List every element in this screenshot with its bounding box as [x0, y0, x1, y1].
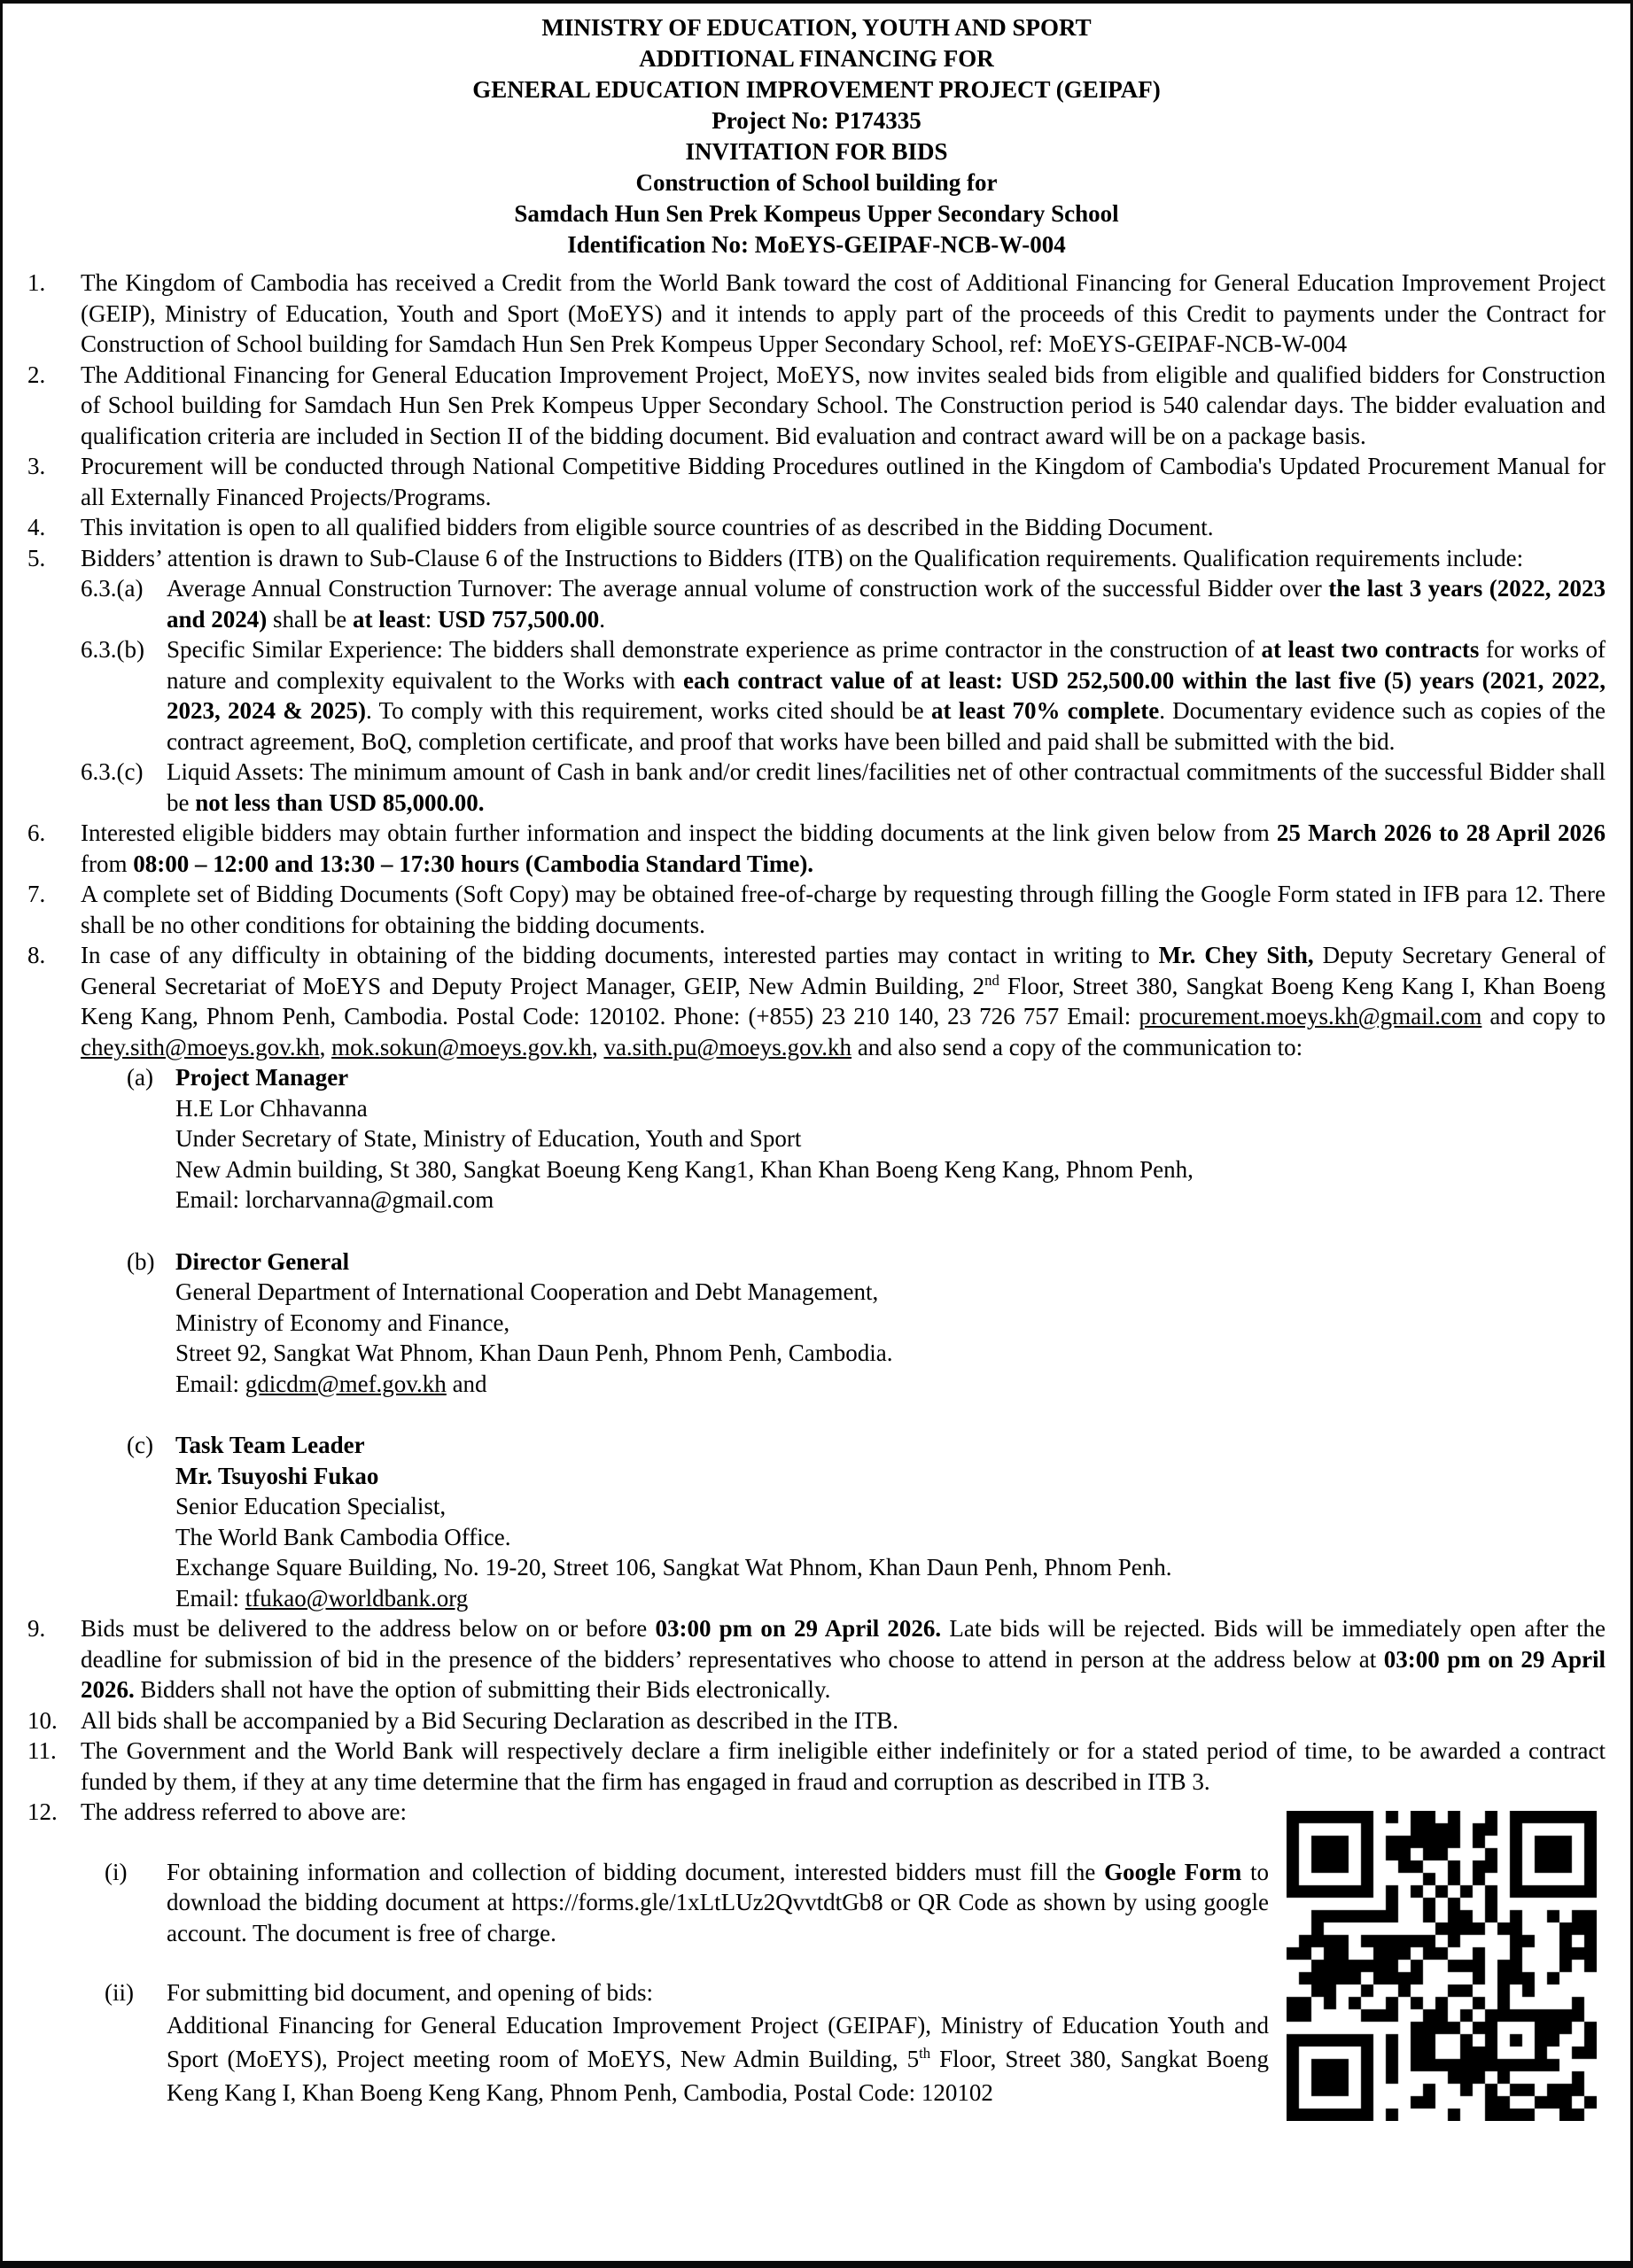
- contact-title: Director General: [175, 1247, 350, 1275]
- contact-task-team-leader: [127, 1430, 1606, 1461]
- address-intro: For submitting bid document, and opening of bids:: [167, 1979, 653, 2006]
- subitem-label: 6.3.(c): [81, 758, 144, 785]
- contact-line: Ministry of Economy and Finance,: [175, 1309, 510, 1336]
- email-link[interactable]: chey.sith@moeys.gov.kh: [81, 1033, 320, 1060]
- item-number: 5.: [27, 544, 46, 571]
- item-1: [27, 268, 1606, 360]
- item-text: This invitation is open to all qualified bidders from eligible source countries of as described in the Bidding Document.: [81, 514, 1214, 540]
- item-2: [27, 360, 1606, 452]
- subitem-text: Average Annual Construction Turnover: The average annual volume of construction work of the successful Bidder over the last 3 years (2022, 2023 and 2024) shall be at least: USD 757,500.00.: [167, 575, 1606, 633]
- identification-number: Identification No: MoEYS-GEIPAF-NCB-W-004: [567, 231, 1066, 258]
- financing-title: ADDITIONAL FINANCING FOR: [639, 45, 994, 72]
- item-number: 11.: [27, 1737, 57, 1764]
- email-link[interactable]: mok.sokun@moeys.gov.kh: [331, 1033, 592, 1060]
- subitem-6-3-b: [81, 634, 1606, 757]
- contact-line: Mr. Tsuyoshi Fukao: [175, 1462, 379, 1489]
- contact-label: (a): [127, 1064, 153, 1091]
- item-text: A complete set of Bidding Documents (Soft Copy) may be obtained free-of-charge by requesting through filling the Google Form stated in IFB para 12. There shall be no other conditions for obtaining the bidding documents.: [81, 881, 1606, 938]
- contact-director-general: [127, 1247, 1606, 1278]
- email-link[interactable]: va.sith.pu@moeys.gov.kh: [603, 1033, 852, 1060]
- contact-label: (c): [127, 1432, 153, 1458]
- contact-line: H.E Lor Chhavanna: [175, 1094, 368, 1122]
- doc-header: [27, 12, 1606, 260]
- item-text: The address referred to above are:: [81, 1798, 408, 1825]
- subitem-6-3-c: [81, 757, 1606, 818]
- project-title: GENERAL EDUCATION IMPROVEMENT PROJECT (GEIPAF): [472, 76, 1161, 103]
- contact-line: Street 92, Sangkat Wat Phnom, Khan Daun Penh, Phnom Penh, Cambodia.: [175, 1340, 893, 1366]
- contact-title: Task Team Leader: [175, 1432, 365, 1458]
- item-number: 1.: [27, 269, 46, 296]
- item-text: Bidders’ attention is drawn to Sub-Clause 6 of the Instructions to Bidders (ITB) on the Qualification requirements. Qualification requirements include:: [81, 544, 1524, 571]
- address-text: For obtaining information and collection of bidding document, interested bidders must fill the Google Form to download the bidding document at https://forms.gle/1xLtLUz2QvvtdtGb8 or QR Code as shown by using google account. The document is free of charge.: [167, 1858, 1269, 1946]
- item-number: 4.: [27, 514, 46, 540]
- subitem-text: Liquid Assets: The minimum amount of Cash in bank and/or credit lines/facilities net of other contractual commitments of the successful Bidder shall be not less than USD 85,000.00.: [167, 758, 1606, 816]
- item-7: [27, 879, 1606, 940]
- contact-project-manager: [127, 1062, 1606, 1093]
- address-ii-detail: Additional Financing for General Education Improvement Project (GEIPAF), Ministry of Education Youth and Sport (MoEYS), Project meeting room of MoEYS, New Admin Building, 5th Floor, Street 380, Sangkat Boeng Keng Kang I, Khan Boeng Keng Kang, Phnom Penh, Cambodia, Postal Code: 120102: [167, 2011, 1269, 2106]
- item-5: [27, 543, 1606, 574]
- item-number: 6.: [27, 819, 46, 846]
- qr-code-container: [1269, 1797, 1606, 2136]
- school-name: Samdach Hun Sen Prek Kompeus Upper Secondary School: [514, 200, 1119, 227]
- subitem-6-3-a: [81, 573, 1606, 634]
- item-11: [27, 1736, 1606, 1797]
- ministry-title: MINISTRY OF EDUCATION, YOUTH AND SPORT: [541, 14, 1092, 41]
- item-number: 10.: [27, 1706, 58, 1734]
- item-text: The Kingdom of Cambodia has received a Credit from the World Bank toward the cost of Additional Financing for General Education Improvement Project (GEIP), Ministry of Education, Youth and Sport (MoEYS) and it intends to apply part of the proceeds of this Credit to payments under the Contract for Construction of School building for Samdach Hun Sen Prek Kompeus Upper Secondary School, ref: MoEYS-GEIPAF-NCB-W-004: [81, 269, 1606, 357]
- item-number: 2.: [27, 361, 46, 388]
- contact-line: The World Bank Cambodia Office.: [175, 1523, 511, 1550]
- contact-label: (b): [127, 1247, 155, 1275]
- item-text: In case of any difficulty in obtaining of the bidding documents, interested parties may contact in writing to Mr. Chey Sith, Deputy Secretary General of General Secretariat of MoEYS and Deputy Project Manager, GEIP, New Admin Building, 2nd Floor, Street 380, Sangkat Boeng Keng Kang I, Khan Boeng Keng Kang, Phnom Penh, Cambodia. Postal Code: 120102. Phone: (+855) 23 210 140, 23 726 757 Email: procurement.moeys.kh@gmail.com and copy to chey.sith@moeys.gov.kh, mok.sokun@moeys.gov.kh, va.sith.pu@moeys.gov.kh and also send a copy of the communication to:: [81, 942, 1606, 1060]
- invitation-title: INVITATION FOR BIDS: [685, 138, 948, 165]
- construction-subtitle: Construction of School building for: [635, 169, 998, 196]
- item-10: [27, 1705, 1606, 1736]
- item-text: All bids shall be accompanied by a Bid Securing Declaration as described in the ITB.: [81, 1706, 898, 1734]
- item-number: 3.: [27, 453, 46, 479]
- subitem-label: 6.3.(a): [81, 575, 144, 602]
- subitem-text: Specific Similar Experience: The bidders shall demonstrate experience as prime contractor in the construction of at least two contracts for works of nature and complexity equivalent to the Works with each contract value of at least: USD 252,500.00 within the last five (5) years (2021, 2022, 2023, 2024 & 2025). To comply with this requirement, works cited should be at least 70% complete. Documentary evidence such as copies of the contract agreement, BoQ, completion certificate, and proof that works have been billed and paid shall be submitted with the bid.: [167, 636, 1606, 755]
- item-number: 12.: [27, 1798, 58, 1825]
- address-label: (i): [105, 1858, 128, 1885]
- contact-line: Email: tfukao@worldbank.org: [175, 1584, 469, 1612]
- email-link[interactable]: procurement.moeys.kh@gmail.com: [1139, 1003, 1482, 1029]
- contact-line: New Admin building, St 380, Sangkat Boeung Keng Kang1, Khan Khan Boeng Keng Kang, Phnom Penh,: [175, 1155, 1194, 1183]
- item-3: [27, 451, 1606, 512]
- address-label: (ii): [105, 1979, 134, 2006]
- item-text: Procurement will be conducted through National Competitive Bidding Procedures outlined in the Kingdom of Cambodia's Updated Procurement Manual for all Externally Financed Projects/Programs.: [81, 453, 1606, 510]
- item-text: The Additional Financing for General Education Improvement Project, MoEYS, now invites sealed bids from eligible and qualified bidders for Construction of School building for Samdach Hun Sen Prek Kompeus Upper Secondary School. The Construction period is 540 calendar days. The bidder evaluation and qualification criteria are included in Section II of the bidding document. Bid evaluation and contract award will be on a package basis.: [81, 361, 1606, 449]
- qr-code-image: [1287, 1811, 1597, 2121]
- contact-line: Email: gdicdm@mef.gov.kh and: [175, 1370, 487, 1397]
- item-number: 9.: [27, 1615, 46, 1642]
- item-number: 7.: [27, 881, 46, 907]
- item-text: Interested eligible bidders may obtain further information and inspect the bidding documents at the link given below from 25 March 2026 to 28 April 2026 from 08:00 – 12:00 and 13:30 – 17:30 hours (Cambodia Standard Time).: [81, 819, 1606, 877]
- item-text: The Government and the World Bank will respectively declare a firm ineligible either indefinitely or for a stated period of time, to be awarded a contract funded by them, if they at any time determine that the firm has engaged in fraud and corruption as described in ITB 3.: [81, 1737, 1606, 1795]
- item-text: Bids must be delivered to the address below on or before 03:00 pm on 29 April 2026. Late bids will be rejected. Bids will be immediately open after the deadline for submission of bid in the presence of the bidders’ representatives who choose to attend in person at the address below at 03:00 pm on 29 April 2026. Bidders shall not have the option of submitting their Bids electronically.: [81, 1615, 1606, 1703]
- contact-line: Under Secretary of State, Ministry of Education, Youth and Sport: [175, 1125, 802, 1152]
- contact-title: Project Manager: [175, 1064, 349, 1091]
- project-number: Project No: P174335: [712, 107, 921, 134]
- subitem-label: 6.3.(b): [81, 636, 144, 663]
- contact-line: Exchange Square Building, No. 19-20, Street 106, Sangkat Wat Phnom, Khan Daun Penh, Phnom Penh.: [175, 1554, 1172, 1581]
- email-link[interactable]: tfukao@worldbank.org: [245, 1584, 469, 1612]
- email-link[interactable]: gdicdm@mef.gov.kh: [245, 1370, 447, 1397]
- item-9: [27, 1613, 1606, 1705]
- item-4: [27, 512, 1606, 543]
- contact-line: General Department of International Cooperation and Debt Management,: [175, 1278, 879, 1305]
- item-6: [27, 818, 1606, 879]
- contact-line: Senior Education Specialist,: [175, 1493, 447, 1519]
- item-8: [27, 940, 1606, 1062]
- contact-line: Email: lorcharvanna@gmail.com: [175, 1186, 494, 1213]
- item-number: 8.: [27, 942, 46, 968]
